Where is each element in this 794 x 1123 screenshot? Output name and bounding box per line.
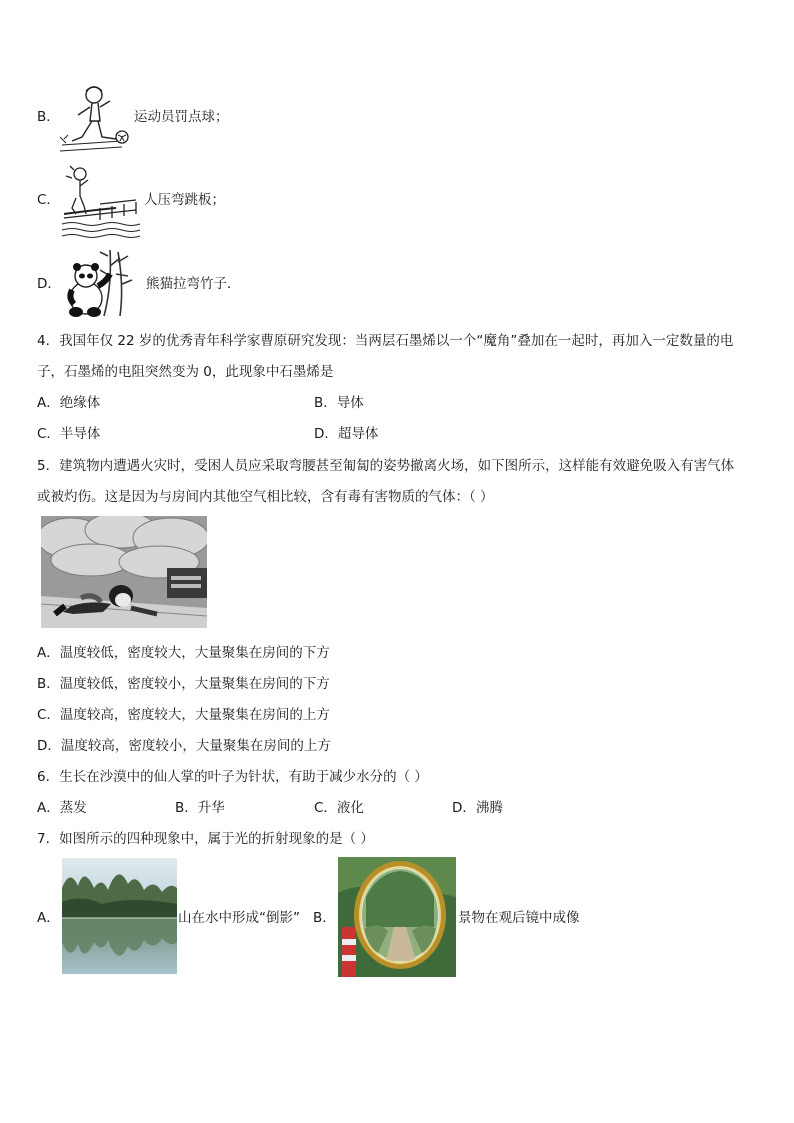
- option-text: 熊猫拉弯竹子．: [146, 276, 241, 292]
- option-text: 运动员罚点球；: [134, 109, 229, 125]
- panda-bending-bamboo-icon: [64, 246, 142, 320]
- option-d: D．沸腾: [452, 800, 503, 816]
- option-letter: D．: [37, 276, 61, 292]
- person-crawling-under-smoke-image: [41, 516, 207, 628]
- question-stem-line: 子，石墨烯的电阻突然变为 0，此现象中石墨烯是: [37, 364, 334, 380]
- option-c: C．半导体: [37, 426, 101, 442]
- option-letter: B．: [37, 109, 60, 125]
- option-b: B．升华: [175, 800, 225, 816]
- option-text: 山在水中形成“倒影”: [178, 910, 300, 926]
- option-a: A．温度较低，密度较大，大量聚集在房间的下方: [37, 645, 330, 661]
- option-letter: A．: [37, 910, 60, 926]
- option-letter: C．: [37, 192, 60, 208]
- question-stem-line: 或被灼伤。这是因为与房间内其他空气相比较，含有毒有害物质的气体：（ ）: [37, 489, 494, 505]
- diver-on-springboard-icon: [60, 164, 142, 238]
- option-b: B．导体: [314, 395, 364, 411]
- option-c: C．温度较高，密度较大，大量聚集在房间的上方: [37, 707, 330, 723]
- option-d: D．温度较高，密度较小，大量聚集在房间的上方: [37, 738, 331, 754]
- option-a: A．绝缘体: [37, 395, 101, 411]
- option-letter: B．: [313, 910, 336, 926]
- option-d: D．超导体: [314, 426, 379, 442]
- option-c: C．液化: [314, 800, 364, 816]
- question-stem-line: 5．建筑物内遭遇火灾时，受困人员应采取弯腰甚至匍匐的姿势撤离火场，如下图所示，这样能有效避免吸入有害气体: [37, 458, 735, 474]
- question-stem-line: 7．如图所示的四种现象中，属于光的折射现象的是（ ）: [37, 831, 374, 847]
- mountain-reflection-in-water-image: [62, 858, 177, 974]
- option-b: B．温度较低，密度较小，大量聚集在房间的下方: [37, 676, 330, 692]
- question-stem-line: 4．我国年仅 22 岁的优秀青年科学家曹原研究发现：当两层石墨烯以一个“魔角”叠加在一起时，再加入一定数量的电: [37, 333, 734, 349]
- convex-rearview-mirror-image: [338, 857, 456, 977]
- soccer-player-kicking-icon: [58, 83, 132, 155]
- option-text: 人压弯跳板；: [144, 192, 225, 208]
- option-text: 景物在观后镜中成像: [458, 910, 580, 926]
- option-a: A．蒸发: [37, 800, 87, 816]
- question-stem-line: 6．生长在沙漠中的仙人掌的叶子为针状，有助于减少水分的（ ）: [37, 769, 428, 785]
